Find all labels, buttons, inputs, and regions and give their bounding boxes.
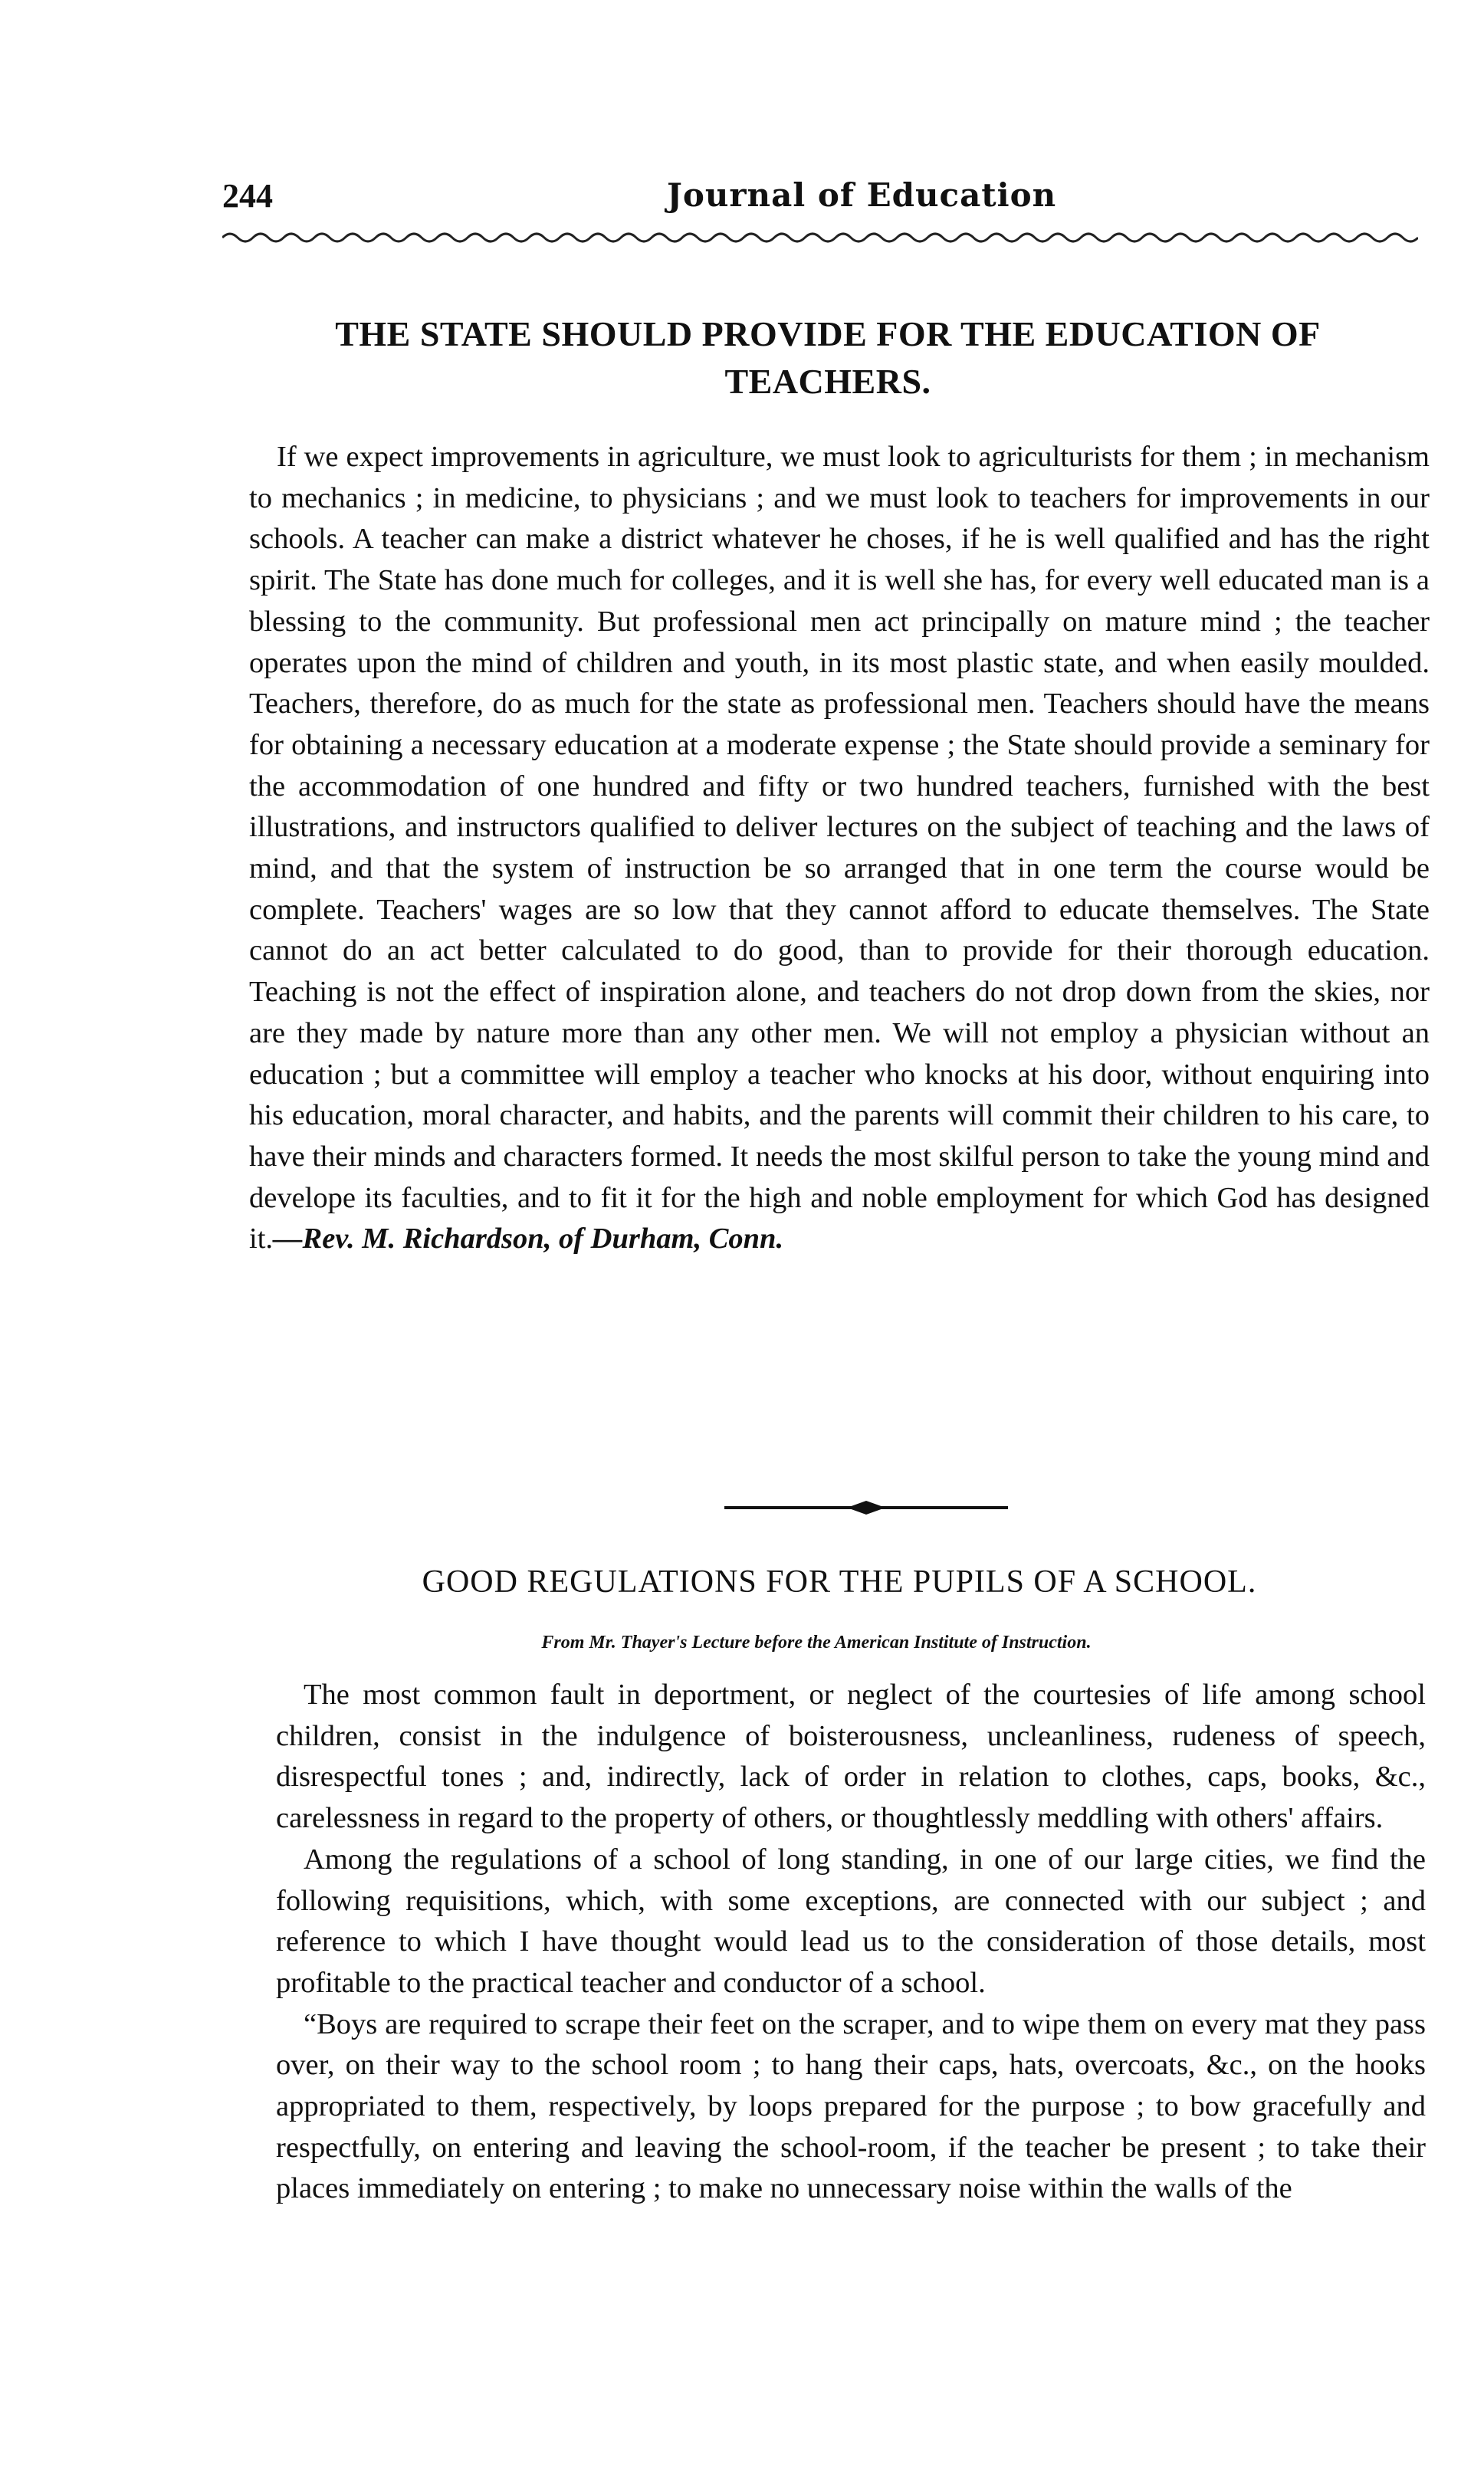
page-number: 244 (222, 177, 273, 215)
signature: —Rev. M. Richardson, of Durham, Conn. (273, 1223, 784, 1255)
article-paragraph: “Boys are required to scrape their feet on the scraper, and to wipe them on every mat they pass over, on their way to the school room ; to hang their caps, hats, overcoats, &c., on the hooks appropriated to them, respectively, by loops prepared for the purpose ; to bow gracefully and respectfully, on entering and leaving the school-room, if the teacher be present ; to take their places immediately on entering ; to make no unnecessary noise within the walls of the (276, 2007, 1426, 2205)
article-title: GOOD REGULATIONS FOR THE PUPILS OF A SCHOOL. (422, 1564, 1257, 1600)
wavy-rule (222, 222, 1418, 253)
article-title: THE STATE SHOULD PROVIDE FOR THE EDUCATION OF TEACHERS. (335, 314, 1321, 401)
journal-title: Journal of Education (667, 176, 1057, 214)
article-paragraph: The most common fault in deportment, or neglect of the courtesies of life among school children, consist in the indulgence of boisterousness, uncleanliness, rudeness of speech, disrespectful tones ; and, indirectly, lack of order in relation to clothes, caps, books, &c., carelessness in regard to the property of others, or thoughtlessly meddling with others' affairs. (276, 1679, 1426, 1835)
section-divider-ornament (724, 1498, 1008, 1517)
article-body (249, 437, 1430, 1260)
article-body (276, 1675, 1426, 2210)
article-paragraph (249, 437, 1430, 1260)
paragraph-text: If we expect improvements in agriculture, we must look to agriculturists for them ; in mechanism to mechanics ; in medicine, to physicians ; and we must look to teachers for improvements in our schools. A teacher can make a district whatever he choses, if he is well qualified and has the right spirit. The State has done much for colleges, and it is well she has, for every well educated man is a blessing to the community. But professional men act principally on mature mind ; the teacher operates upon the mind of children and youth, in its most plastic state, and when easily moulded. Teachers, therefore, do as much for the state as professional men. Teachers should have the means for obtaining a necessary education at a moderate expense ; the State should provide a seminary for the accommodation of one hundred and fifty or two hundred teachers, furnished with the best illustrations, and instructors qualified to deliver lectures on the subject of teaching and the laws of mind, and that the system of instruction be so arranged that in one term the course would be complete. Teachers' wages are so low that they cannot afford to educate themselves. The State cannot do an act better calculated to do good, than to provide for their thorough education. Teaching is not the effect of inspiration alone, and teachers do not drop down from the skies, nor are they made by nature more than any other men. We will not employ a physician without an education ; but a committee will employ a teacher who knocks at his door, without enquiring into his education, moral character, and habits, and the parents will commit their children to his care, to have their minds and characters formed. It needs the most skilful person to take the young mind and develope its faculties, and to fit it for the high and noble employment for which God has designed it. (249, 441, 1430, 1255)
article-paragraph: Among the regulations of a school of long standing, in one of our large cities, we find the following requisitions, which, with some exceptions, are connected with our subject ; and reference to which I have thought would lead us to the consideration of those details, most profitable to the practical teacher and conductor of a school. (276, 1843, 1426, 1999)
source-line: From Mr. Thayer's Lecture before the American Institute of Instruction. (541, 1633, 1092, 1653)
